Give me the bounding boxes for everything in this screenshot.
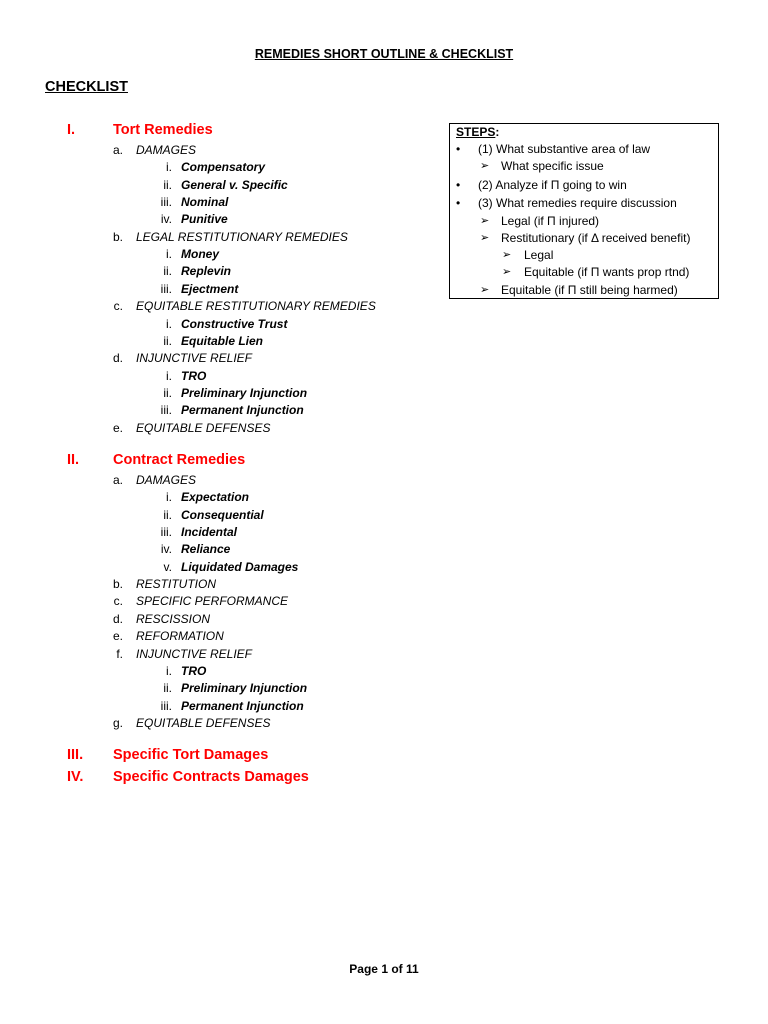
steps-heading [456,125,499,139]
steps-line-text: (3) What remedies require discussion [478,196,677,210]
section-title: Contract Remedies [113,452,246,468]
item-text: Preliminary Injunction [181,681,308,696]
subsection-letter: d. [112,351,123,366]
steps-line-text: (2) Analyze if Π going to win [478,178,627,192]
subsection-label: EQUITABLE DEFENSES [136,420,271,435]
item-number: i. [166,490,172,505]
section-title: Tort Remedies [113,122,213,138]
item-number: iv. [160,542,172,557]
subsection-letter: d. [112,611,123,626]
item-number: ii. [163,385,172,400]
subsection-letter: e. [112,629,123,644]
arrow-bullet-icon: ➢ [480,215,490,227]
subsection-label: INJUNCTIVE RELIEF [136,351,253,366]
subsection-label: EQUITABLE RESTITUTIONARY REMEDIES [136,299,376,314]
item-number: iii. [160,403,172,418]
item-text: Constructive Trust [181,316,288,331]
item-text: Reliance [181,542,231,557]
subsection-letter: g. [112,715,123,730]
arrow-bullet-icon: ➢ [502,249,512,261]
subsection-letter: b. [112,229,123,244]
item-number: i. [166,247,172,262]
item-text: Liquidated Damages [181,559,299,574]
steps-box [449,123,719,299]
subsection-label: REFORMATION [136,629,224,644]
item-text: Compensatory [181,160,266,175]
item-text: Permanent Injunction [181,698,304,713]
arrow-bullet-icon: ➢ [480,284,490,296]
arrow-bullet-icon: ➢ [502,266,512,278]
subsection-letter: a. [112,143,123,157]
subsection-label: EQUITABLE DEFENSES [136,715,271,730]
checklist-heading: CHECKLIST [45,79,128,95]
item-number: ii. [163,177,172,192]
subsection-label: LEGAL RESTITUTIONARY REMEDIES [136,229,348,244]
section-number: IV. [67,769,84,785]
item-number: iii. [160,281,172,296]
item-number: iii. [160,698,172,713]
subsection-letter: e. [112,420,123,435]
subsection-letter: c. [113,299,123,314]
section-title: Specific Contracts Damages [113,769,309,785]
item-number: v. [163,559,172,574]
subsection-label: DAMAGES [136,143,197,157]
item-text: Ejectment [181,281,239,296]
subsection-letter: b. [112,577,123,592]
steps-line-text: Equitable (if Π wants prop rtnd) [524,265,690,279]
item-text: Consequential [181,507,264,522]
steps-line-text: Legal (if Π injured) [501,214,600,228]
page-label: Page [349,962,382,976]
steps-heading-label: STEPS [456,125,496,139]
item-number: i. [166,368,172,383]
bullet-icon: • [456,196,461,210]
item-text: Nominal [181,195,229,210]
document-title: REMEDIES SHORT OUTLINE & CHECKLIST [254,47,514,61]
item-text: Equitable Lien [181,333,264,348]
item-number: iii. [160,525,172,540]
arrow-bullet-icon: ➢ [480,160,490,172]
steps-heading-colon: : [495,125,500,139]
subsection-letter: c. [113,594,123,609]
item-number: iii. [160,195,172,210]
item-number: ii. [163,333,172,348]
page-of-label: of [388,962,406,976]
item-number: ii. [163,681,172,696]
steps-line-text: Restitutionary (if Δ received benefit) [501,231,691,245]
page-footer [0,962,768,976]
item-text: Preliminary Injunction [181,385,308,400]
item-number: ii. [163,264,172,279]
item-number: iv. [160,212,172,227]
item-number: ii. [163,507,172,522]
steps-line-text: (1) What substantive area of law [478,142,651,156]
page-total: 11 [406,962,419,976]
item-text: Punitive [181,212,228,227]
subsection-letter: a. [112,473,123,487]
section-number: I. [67,122,76,138]
item-number: i. [166,160,172,175]
item-text: TRO [181,663,207,678]
item-number: i. [166,316,172,331]
steps-line-text: What specific issue [501,159,604,173]
bullet-icon: • [456,178,461,192]
item-text: Expectation [181,490,250,505]
section-title: Specific Tort Damages [113,747,269,763]
steps-line-text: Legal [524,248,554,262]
bullet-icon: • [456,142,461,156]
subsection-label: DAMAGES [136,473,197,487]
item-text: TRO [181,368,207,383]
arrow-bullet-icon: ➢ [480,232,490,244]
subsection-letter: f. [116,646,123,661]
item-text: Replevin [181,264,232,279]
subsection-label: INJUNCTIVE RELIEF [136,646,253,661]
item-number: i. [166,663,172,678]
item-text: General v. Specific [181,177,288,192]
subsection-label: RESTITUTION [136,577,216,592]
section-number: III. [67,747,84,763]
item-text: Permanent Injunction [181,403,304,418]
section-number: II. [67,452,80,468]
item-text: Incidental [181,525,238,540]
steps-line-text: Equitable (if Π still being harmed) [501,283,678,297]
page-number: 1 [381,962,388,976]
item-text: Money [181,247,220,262]
subsection-label: RESCISSION [136,611,211,626]
subsection-label: SPECIFIC PERFORMANCE [136,594,289,609]
